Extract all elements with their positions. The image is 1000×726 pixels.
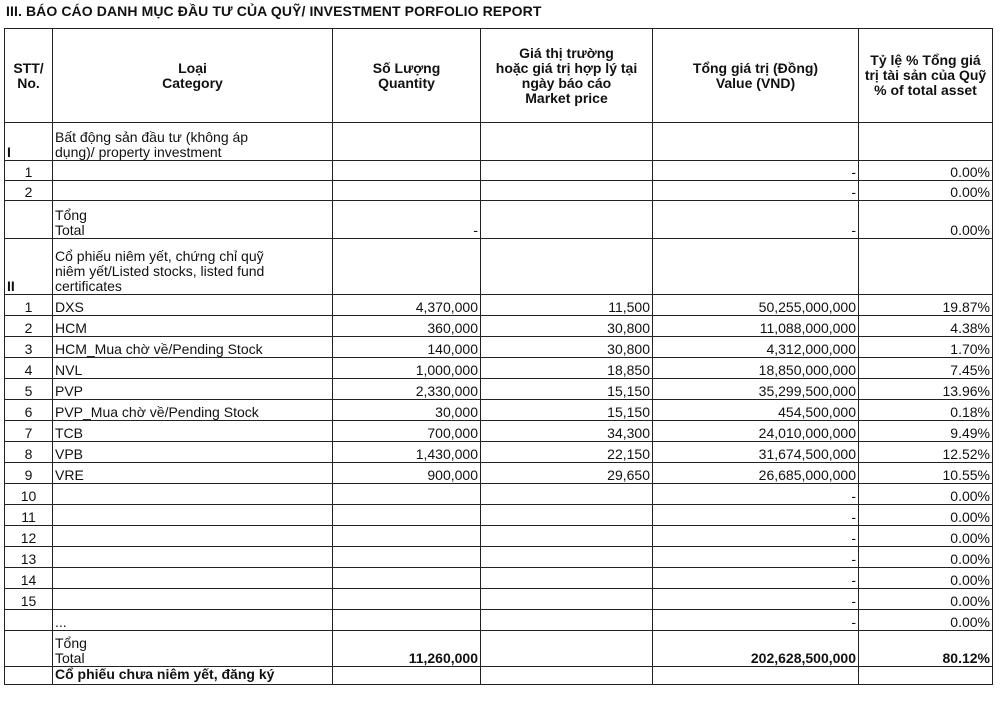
cell-category: PVP <box>53 379 333 400</box>
cell-value: 4,312,000,000 <box>653 337 859 358</box>
header-quantity: Số Lượng Quantity <box>333 29 481 123</box>
section-label: Bất động sản đầu tư (không áp dụng)/ property investment <box>53 123 333 161</box>
cell-pct: 0.00% <box>859 526 993 547</box>
cell-pct: 0.00% <box>859 547 993 568</box>
cell-no: 14 <box>5 568 53 589</box>
cell-price: 34,300 <box>481 421 653 442</box>
cell-pct: 0.00% <box>859 610 993 631</box>
table-row <box>5 505 993 526</box>
table-row <box>5 295 993 316</box>
cell-category <box>53 505 333 526</box>
cell-price <box>481 505 653 526</box>
table-row <box>5 568 993 589</box>
cell-pct: 0.00% <box>859 484 993 505</box>
cell-category <box>53 547 333 568</box>
cell-category: HCM <box>53 316 333 337</box>
cell-no: 3 <box>5 337 53 358</box>
cell-price: 30,800 <box>481 316 653 337</box>
cell-pct: 0.18% <box>859 400 993 421</box>
cell-no: 7 <box>5 421 53 442</box>
section-label: Cổ phiếu niêm yết, chứng chỉ quỹ niêm yết/Listed stocks, listed fund certificates <box>53 239 333 295</box>
cell-pct: 0.00% <box>859 568 993 589</box>
cell-quantity: 30,000 <box>333 400 481 421</box>
cell-value: - <box>653 484 859 505</box>
cell-no: 12 <box>5 526 53 547</box>
cell-value: 24,010,000,000 <box>653 421 859 442</box>
cell-category: HCM_Mua chờ về/Pending Stock <box>53 337 333 358</box>
cell-value: 26,685,000,000 <box>653 463 859 484</box>
cell-category <box>53 568 333 589</box>
header-value: Tổng giá trị (Đồng) Value (VND) <box>653 29 859 123</box>
cell-category: NVL <box>53 358 333 379</box>
cell-value: - <box>653 505 859 526</box>
section-number: I <box>5 123 53 161</box>
cell-value: - <box>653 526 859 547</box>
cell-pct: 0.00% <box>859 505 993 526</box>
cell-pct: 13.96% <box>859 379 993 400</box>
cell-pct: 10.55% <box>859 463 993 484</box>
cell-quantity <box>333 547 481 568</box>
header-category: Loại Category <box>53 29 333 123</box>
cell-category <box>53 589 333 610</box>
cell-pct: 19.87% <box>859 295 993 316</box>
cell-price <box>481 484 653 505</box>
table-row <box>5 337 993 358</box>
cell-no: 6 <box>5 400 53 421</box>
table-row <box>5 484 993 505</box>
cell-price: 15,150 <box>481 400 653 421</box>
cell-price: 11,500 <box>481 295 653 316</box>
table-row <box>5 442 993 463</box>
table-row <box>5 379 993 400</box>
cell-quantity <box>333 526 481 547</box>
cell-category <box>53 526 333 547</box>
cell-price: 22,150 <box>481 442 653 463</box>
table-row: 2 - 0.00% <box>5 181 993 201</box>
cell-quantity <box>333 610 481 631</box>
cell-price <box>481 547 653 568</box>
report-title: III. BÁO CÁO DANH MỤC ĐẦU TƯ CỦA QUỸ/ INVESTMENT PORFOLIO REPORT <box>6 3 542 19</box>
section-row <box>5 667 993 685</box>
cell-no: 9 <box>5 463 53 484</box>
cell-pct: 4.38% <box>859 316 993 337</box>
cell-pct: 7.45% <box>859 358 993 379</box>
cell-value: 35,299,500,000 <box>653 379 859 400</box>
cell-category: TCB <box>53 421 333 442</box>
cell-price: 18,850 <box>481 358 653 379</box>
table-row <box>5 316 993 337</box>
cell-quantity: 2,330,000 <box>333 379 481 400</box>
header-percent-total-asset: Tỷ lệ % Tổng giá trị tài sản của Quỹ % of total asset <box>859 29 993 123</box>
cell-category <box>53 484 333 505</box>
cell-quantity: 360,000 <box>333 316 481 337</box>
header-row <box>5 29 993 123</box>
total-row: Tổng Total - - 0.00% <box>5 201 993 239</box>
header-market-price: Giá thị trường hoặc giá trị hợp lý tại ngày báo cáo Market price <box>481 29 653 123</box>
table-row: 1 - 0.00% <box>5 161 993 181</box>
cell-value: 50,255,000,000 <box>653 295 859 316</box>
cell-price: 15,150 <box>481 379 653 400</box>
cell-no: 13 <box>5 547 53 568</box>
cell-category: ... <box>53 610 333 631</box>
cell-quantity <box>333 589 481 610</box>
cell-price <box>481 589 653 610</box>
cell-value: 454,500,000 <box>653 400 859 421</box>
cell-quantity: 4,370,000 <box>333 295 481 316</box>
cell-no: 5 <box>5 379 53 400</box>
portfolio-table <box>4 28 993 685</box>
cell-quantity: 1,000,000 <box>333 358 481 379</box>
cell-pct: 1.70% <box>859 337 993 358</box>
header-no: STT/ No. <box>5 29 53 123</box>
cell-value: - <box>653 547 859 568</box>
cell-category: DXS <box>53 295 333 316</box>
section-number: II <box>5 239 53 295</box>
cell-value: 31,674,500,000 <box>653 442 859 463</box>
table-row <box>5 358 993 379</box>
cell-quantity: 140,000 <box>333 337 481 358</box>
cell-category: PVP_Mua chờ về/Pending Stock <box>53 400 333 421</box>
total-label: Tổng Total <box>53 631 333 667</box>
cell-quantity <box>333 505 481 526</box>
total-row: Tổng Total 11,260,000 202,628,500,000 80.12% <box>5 631 993 667</box>
cell-quantity: 700,000 <box>333 421 481 442</box>
cell-pct: 9.49% <box>859 421 993 442</box>
cell-quantity: 1,430,000 <box>333 442 481 463</box>
table-row <box>5 421 993 442</box>
cell-pct: 0.00% <box>859 589 993 610</box>
cell-price <box>481 568 653 589</box>
table-row <box>5 400 993 421</box>
cell-no: 15 <box>5 589 53 610</box>
cell-no: 8 <box>5 442 53 463</box>
cell-no: 11 <box>5 505 53 526</box>
cell-no <box>5 610 53 631</box>
cell-value: - <box>653 610 859 631</box>
table-row <box>5 547 993 568</box>
cell-quantity: 900,000 <box>333 463 481 484</box>
cell-value: - <box>653 568 859 589</box>
table-row <box>5 463 993 484</box>
section-row <box>5 123 993 161</box>
cell-no: 2 <box>5 316 53 337</box>
cell-quantity <box>333 484 481 505</box>
section-row <box>5 239 993 295</box>
section-label: Cổ phiếu chưa niêm yết, đăng ký <box>53 667 333 685</box>
cell-no: 1 <box>5 295 53 316</box>
table-row <box>5 610 993 631</box>
cell-category: VPB <box>53 442 333 463</box>
cell-value: - <box>653 589 859 610</box>
cell-price: 30,800 <box>481 337 653 358</box>
cell-no: 10 <box>5 484 53 505</box>
cell-no: 4 <box>5 358 53 379</box>
cell-quantity <box>333 568 481 589</box>
table-row <box>5 589 993 610</box>
cell-value: 18,850,000,000 <box>653 358 859 379</box>
total-label: Tổng Total <box>53 201 333 239</box>
cell-price: 29,650 <box>481 463 653 484</box>
cell-value: 11,088,000,000 <box>653 316 859 337</box>
table-row <box>5 526 993 547</box>
cell-price <box>481 526 653 547</box>
cell-price <box>481 610 653 631</box>
cell-category: VRE <box>53 463 333 484</box>
cell-pct: 12.52% <box>859 442 993 463</box>
